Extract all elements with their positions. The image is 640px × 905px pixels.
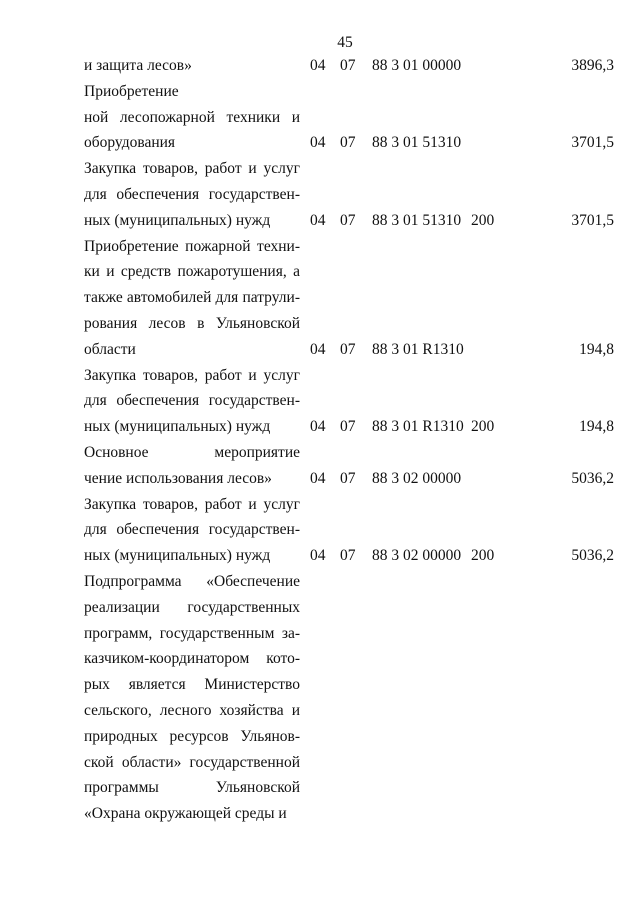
expense-type-code: 200 <box>471 418 495 436</box>
expense-type-code: 200 <box>471 547 495 565</box>
description-line: программ, государственным за- <box>84 624 300 642</box>
subsection-code: 07 <box>340 211 356 229</box>
amount-value: 3701,5 <box>571 134 614 152</box>
table-row <box>84 79 614 156</box>
description-line: программы Ульяновской <box>84 779 300 797</box>
description-line: области <box>84 340 136 358</box>
amount-value: 5036,2 <box>571 469 614 487</box>
target-article-code: 88 3 01 R1310 <box>372 418 464 436</box>
row-description <box>84 440 300 492</box>
section-code: 04 <box>310 57 326 74</box>
subsection-code: 07 <box>340 134 356 152</box>
table-row <box>84 492 614 569</box>
description-line: Приобретение <box>84 82 179 100</box>
subsection-code: 07 <box>340 547 356 565</box>
row-description <box>84 569 300 827</box>
description-line: также автомобилей для патрули- <box>84 289 300 307</box>
amount-value: 3701,5 <box>571 211 614 229</box>
target-article-code: 88 3 01 51310 <box>372 211 462 229</box>
subsection-code: 07 <box>340 418 356 436</box>
section-code: 04 <box>310 469 326 487</box>
description-line: Подпрограмма «Обеспечение <box>84 572 300 590</box>
amount-value: 3896,3 <box>571 57 614 74</box>
table-row <box>84 156 614 233</box>
description-line: ки и средств пожаротушения, а <box>84 263 300 281</box>
target-article-code: 88 3 02 00000 <box>372 547 462 565</box>
table-row <box>84 440 614 492</box>
table-row <box>84 363 614 440</box>
section-code: 04 <box>310 134 326 152</box>
description-line: сельского, лесного хозяйства и <box>84 701 300 719</box>
subsection-code: 07 <box>340 57 356 74</box>
description-line: оборудования <box>84 134 176 152</box>
table-row <box>84 234 614 363</box>
row-description <box>84 53 300 79</box>
row-description <box>84 79 300 156</box>
description-line: Приобретение пожарной техни- <box>84 237 300 255</box>
section-code: 04 <box>310 547 326 565</box>
section-code: 04 <box>310 418 326 436</box>
target-article-code: 88 3 01 51310 <box>372 134 462 152</box>
description-line: ных (муниципальных) нужд <box>84 211 271 229</box>
table-row <box>84 53 614 79</box>
description-line: для обеспечения государствен- <box>84 521 300 539</box>
description-line: и защита лесов» <box>84 57 192 74</box>
target-article-code: 88 3 02 00000 <box>372 469 462 487</box>
description-line: природных ресурсов Ульянов- <box>84 727 300 745</box>
description-line: ской области» государственной <box>84 753 300 771</box>
row-description <box>84 363 300 440</box>
amount-value: 194,8 <box>579 340 614 358</box>
description-line: ной лесопожарной техники и <box>84 108 300 126</box>
table-row <box>84 569 614 827</box>
description-line: Закупка товаров, работ и услуг <box>84 160 300 178</box>
amount-value: 5036,2 <box>571 547 614 565</box>
description-line: реализации государственных <box>84 598 300 616</box>
row-description <box>84 492 300 569</box>
row-description <box>84 234 300 363</box>
description-line: Основное мероприятие <box>84 443 300 461</box>
section-code: 04 <box>310 340 326 358</box>
description-line: для обеспечения государствен- <box>84 185 300 203</box>
page-number: 45 <box>337 34 353 51</box>
expense-type-code: 200 <box>471 211 495 229</box>
subsection-code: 07 <box>340 469 356 487</box>
description-line: для обеспечения государствен- <box>84 392 300 410</box>
description-line: Закупка товаров, работ и услуг <box>84 366 300 384</box>
subsection-code: 07 <box>340 340 356 358</box>
description-line: ных (муниципальных) нужд <box>84 547 271 565</box>
description-line: рых является Министерство <box>84 676 300 694</box>
section-code: 04 <box>310 211 326 229</box>
description-line: ных (муниципальных) нужд <box>84 418 271 436</box>
description-line: рования лесов в Ульяновской <box>84 314 300 332</box>
description-line: чение использования лесов» <box>84 469 272 487</box>
description-line: Закупка товаров, работ и услуг <box>84 495 300 513</box>
row-description <box>84 156 300 233</box>
budget-table <box>84 53 614 827</box>
amount-value: 194,8 <box>579 418 614 436</box>
description-line: «Охрана окружающей среды и <box>84 805 287 823</box>
target-article-code: 88 3 01 00000 <box>372 57 462 74</box>
description-line: казчиком-координатором кото- <box>84 650 300 668</box>
target-article-code: 88 3 01 R1310 <box>372 340 464 358</box>
